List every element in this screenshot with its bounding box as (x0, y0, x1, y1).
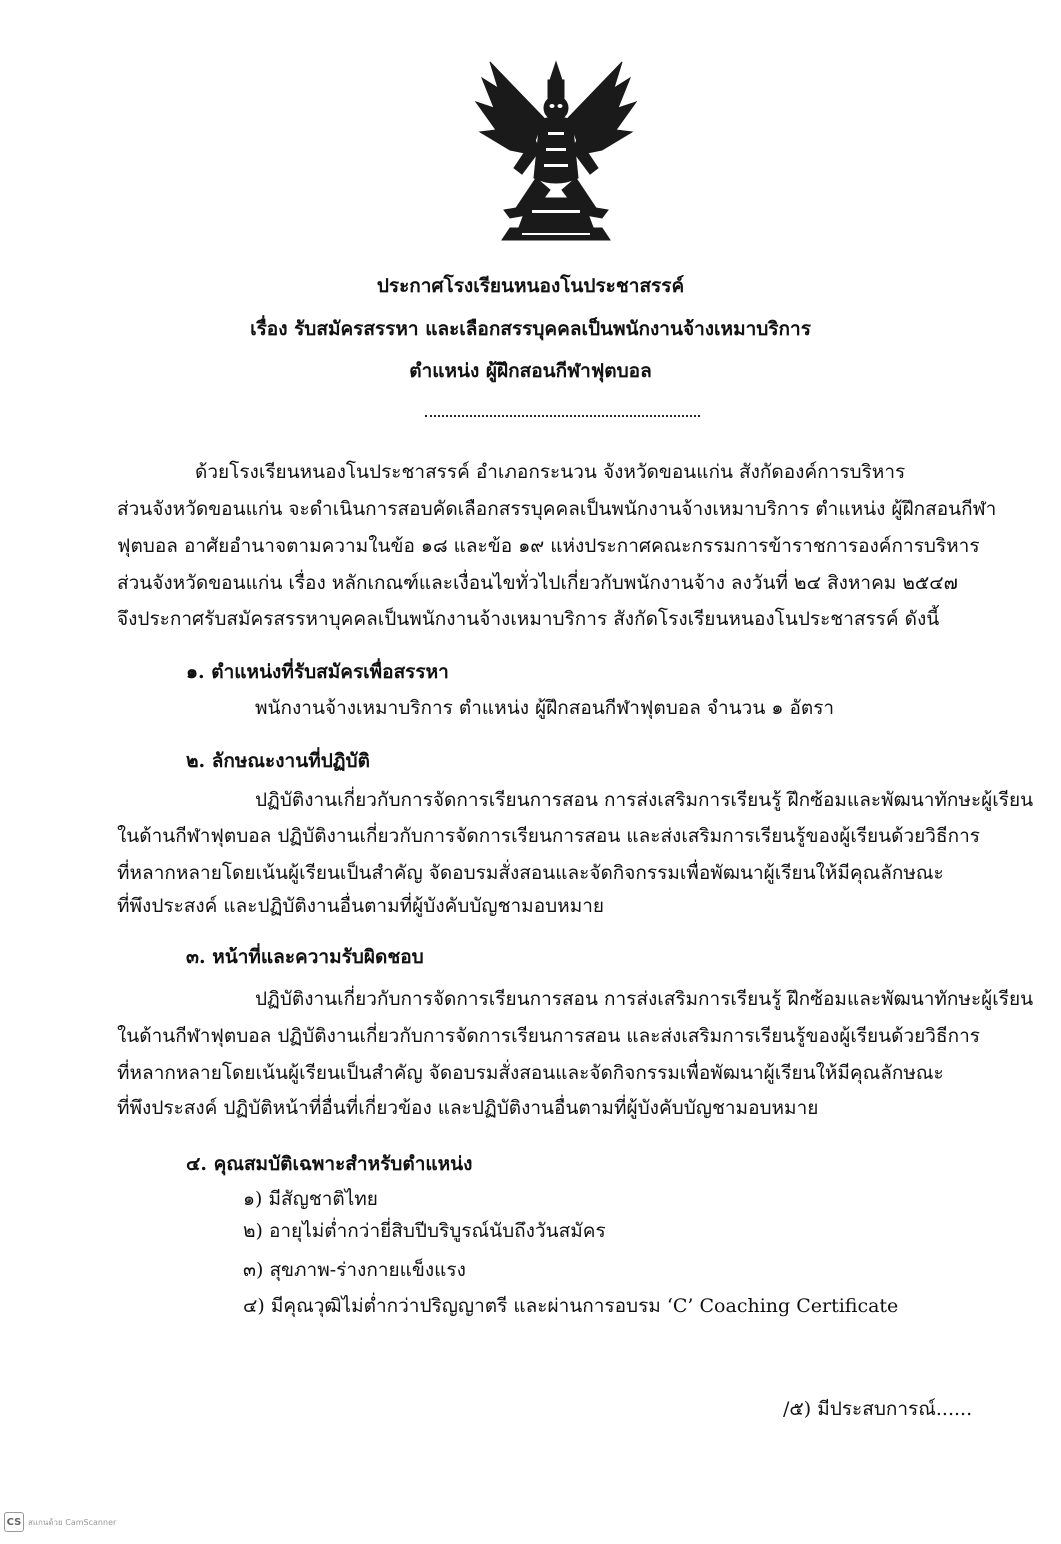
scanner-text: สแกนด้วย CamScanner (28, 1517, 117, 1527)
camscanner-icon: CS (4, 1512, 24, 1532)
intro-line: จึงประกาศรับสมัครสรรหาบุคคลเป็นพนักงานจ้างเหมาบริการ สังกัดโรงเรียนหนองโนประชาสรรค์ ดังนี้ (117, 608, 940, 630)
announcement-position: ตำแหน่ง ผู้ฝึกสอนกีฬาฟุตบอล (409, 360, 652, 382)
qualification-item: ๓) สุขภาพ-ร่างกายแข็งแรง (243, 1259, 466, 1281)
section-1-line: พนักงานจ้างเหมาบริการ ตำแหน่ง ผู้ฝึกสอนกีฬาฟุตบอล จำนวน ๑ อัตรา (255, 697, 835, 719)
title-separator (425, 415, 700, 417)
announcement-subject: เรื่อง รับสมัครสรรหา และเลือกสรรบุคคลเป็นพนักงานจ้างเหมาบริการ (250, 318, 811, 340)
qualification-item: ๑) มีสัญชาติไทย (243, 1188, 378, 1210)
section-2-heading: ๒. ลักษณะงานที่ปฏิบัติ (186, 750, 370, 772)
garuda-emblem-icon (470, 58, 642, 246)
intro-line: ฟุตบอล อาศัยอำนาจตามความในข้อ ๑๘ และข้อ ๑๙ แห่งประกาศคณะกรรมการข้าราชการองค์การบริหาร (117, 535, 980, 557)
section-3-line: ที่พึงประสงค์ ปฏิบัติหน้าที่อื่นที่เกี่ยวข้อง และปฏิบัติงานอื่นตามที่ผู้บังคับบัญชามอบหมาย (117, 1097, 819, 1119)
section-4-heading: ๔. คุณสมบัติเฉพาะสำหรับตำแหน่ง (186, 1153, 473, 1175)
section-3-heading: ๓. หน้าที่และความรับผิดชอบ (186, 946, 424, 968)
section-2-line: ปฏิบัติงานเกี่ยวกับการจัดการเรียนการสอน การส่งเสริมการเรียนรู้ ฝึกซ้อมและพัฒนาทักษะผู้เรียน (255, 789, 1034, 811)
scanner-watermark (4, 1512, 116, 1532)
section-1-heading: ๑. ตำแหน่งที่รับสมัครเพื่อสรรหา (186, 661, 449, 683)
qualification-item: ๒) อายุไม่ต่ำกว่ายี่สิบปีบริบูรณ์นับถึงวันสมัคร (243, 1220, 606, 1242)
intro-line: ด้วยโรงเรียนหนองโนประชาสรรค์ อำเภอกระนวน จังหวัดขอนแก่น สังกัดองค์การบริหาร (195, 461, 906, 483)
section-2-line: ในด้านกีฬาฟุตบอล ปฏิบัติงานเกี่ยวกับการจัดการเรียนการสอน และส่งเสริมการเรียนรู้ของผู้เรียนด้วยวิธีการ (117, 825, 980, 847)
section-3-line: ปฏิบัติงานเกี่ยวกับการจัดการเรียนการสอน การส่งเสริมการเรียนรู้ ฝึกซ้อมและพัฒนาทักษะผู้เรียน (255, 988, 1034, 1010)
section-2-line: ที่หลากหลายโดยเน้นผู้เรียนเป็นสำคัญ จัดอบรมสั่งสอนและจัดกิจกรรมเพื่อพัฒนาผู้เรียนให้มีคุณลักษณะ (117, 862, 944, 884)
section-3-line: ที่หลากหลายโดยเน้นผู้เรียนเป็นสำคัญ จัดอบรมสั่งสอนและจัดกิจกรรมเพื่อพัฒนาผู้เรียนให้มีคุณลักษณะ (117, 1062, 944, 1084)
section-2-line: ที่พึงประสงค์ และปฏิบัติงานอื่นตามที่ผู้บังคับบัญชามอบหมาย (117, 895, 605, 917)
intro-line: ส่วนจังหวัดขอนแก่น เรื่อง หลักเกณฑ์และเงื่อนไขทั่วไปเกี่ยวกับพนักงานจ้าง ลงวันที่ ๒๔ สิงหาคม ๒๕๔๗ (117, 572, 958, 594)
section-3-line: ในด้านกีฬาฟุตบอล ปฏิบัติงานเกี่ยวกับการจัดการเรียนการสอน และส่งเสริมการเรียนรู้ของผู้เรียนด้วยวิธีการ (117, 1025, 980, 1047)
announcement-title: ประกาศโรงเรียนหนองโนประชาสรรค์ (376, 275, 685, 297)
intro-line: ส่วนจังหวัดขอนแก่น จะดำเนินการสอบคัดเลือกสรรบุคคลเป็นพนักงานจ้างเหมาบริการ ตำแหน่ง ผู้ฝึกสอนกีฬา (117, 498, 997, 520)
qualification-item: ๔) มีคุณวุฒิไม่ต่ำกว่าปริญญาตรี และผ่านการอบรม ‘C’ Coaching Certificate (243, 1295, 899, 1317)
continuation-note: /๕) มีประสบการณ์...... (783, 1398, 973, 1420)
